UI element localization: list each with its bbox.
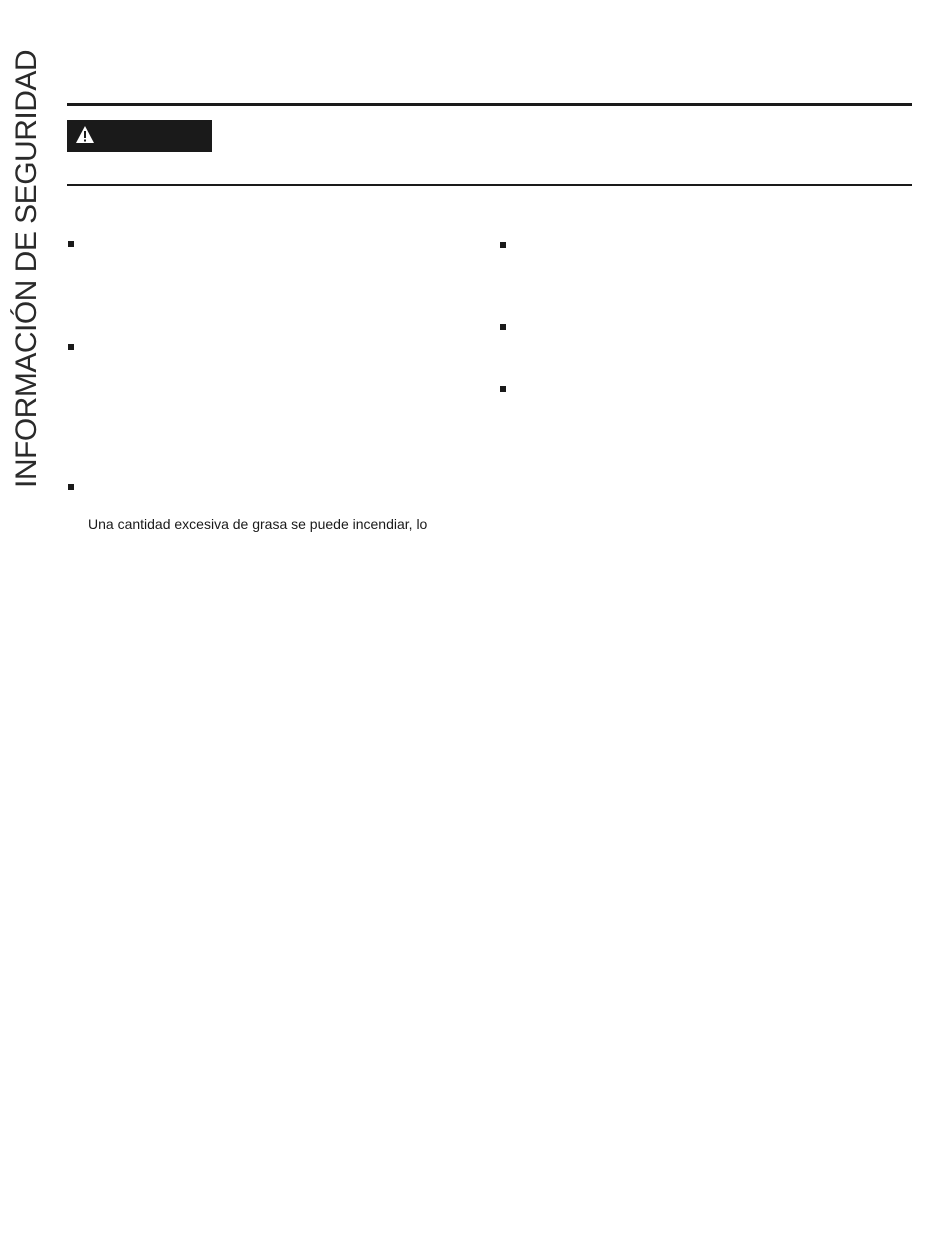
bullet-marker bbox=[68, 241, 74, 247]
bullet-marker bbox=[500, 386, 506, 392]
bullet-marker bbox=[68, 344, 74, 350]
bullet-marker bbox=[500, 242, 506, 248]
warning-banner bbox=[67, 120, 212, 152]
bottom-rule bbox=[67, 184, 912, 186]
side-section-title: INFORMACIÓN DE SEGURIDAD bbox=[10, 49, 43, 488]
warning-triangle-icon bbox=[75, 125, 95, 145]
bullet-marker bbox=[500, 324, 506, 330]
bullet-marker bbox=[68, 484, 74, 490]
top-rule bbox=[67, 103, 912, 106]
body-paragraph: Una cantidad excesiva de grasa se puede incendiar, lo bbox=[88, 516, 428, 532]
